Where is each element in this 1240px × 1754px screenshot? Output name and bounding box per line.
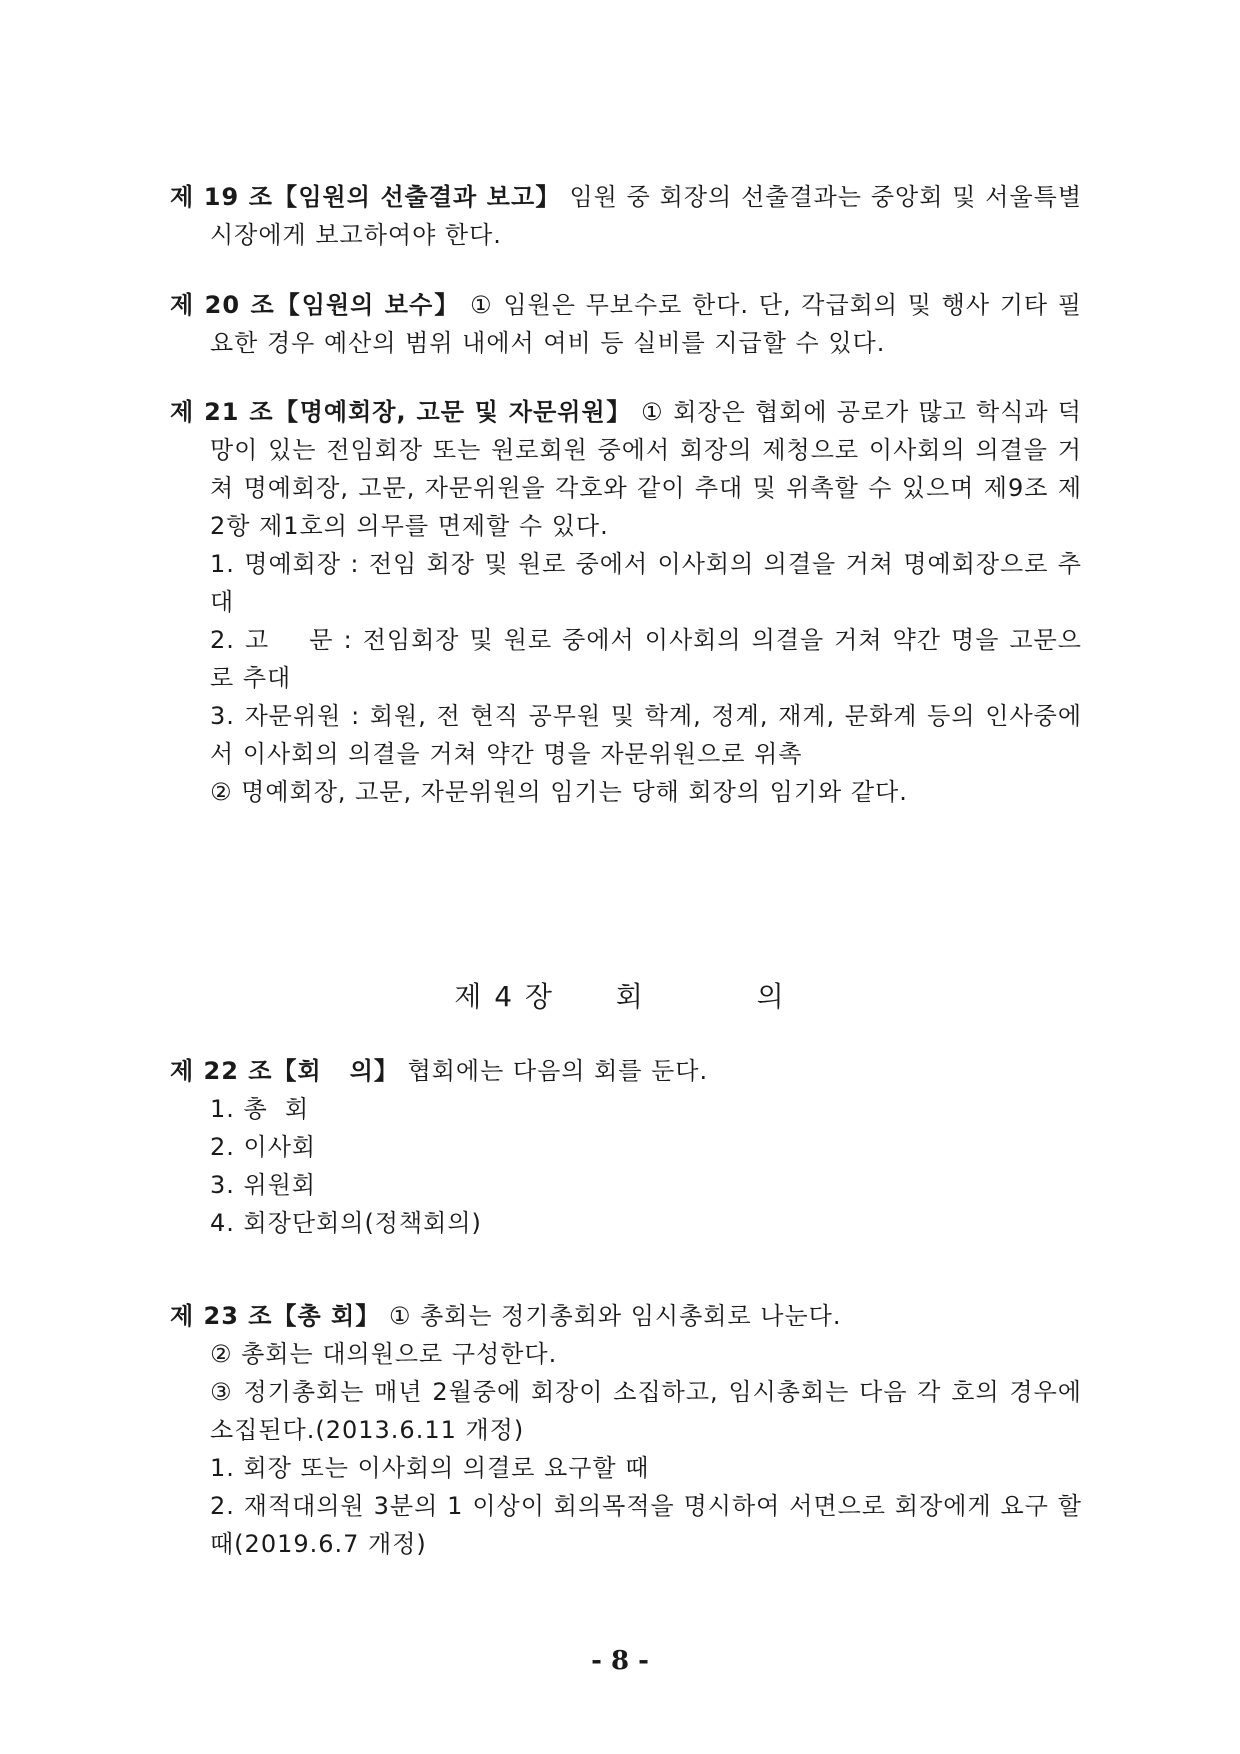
article-23-heading: 제 23 조【총 회】: [170, 1302, 381, 1330]
article-19-text: [170, 178, 1082, 254]
article-22-item-3: 3. 위원회: [210, 1171, 317, 1199]
chapter-title-second: 의: [756, 980, 786, 1013]
article-22-item-2: 2. 이사회: [210, 1133, 317, 1161]
article-19: [170, 178, 1082, 254]
article-21-para-2: ② 명예회장, 고문, 자문위원의 임기는 당해 회장의 임기와 같다.: [210, 778, 908, 806]
article-23-body: ① 총회는 정기총회와 임시총회로 나눈다.: [388, 1302, 842, 1330]
article-22: [170, 1052, 1082, 1242]
chapter-title-first: 회: [615, 980, 645, 1013]
article-22-heading: 제 22 조【회 의】: [170, 1057, 399, 1085]
chapter-number: 제 4 장: [454, 980, 554, 1013]
article-20: [170, 286, 1082, 362]
article-19-heading: 제 19 조【임원의 선출결과 보고】: [170, 183, 561, 211]
article-23-item-1: 1. 회장 또는 이사회의 의결로 요구할 때: [210, 1454, 650, 1482]
article-22-item-1: 1. 총 회: [210, 1095, 310, 1123]
article-19-body: 임원 중 회장의 선출결과는 중앙회 및 서울특별시장에게 보고하여야 한다.: [210, 183, 1082, 249]
article-23-para-2: ② 총회는 대의원으로 구성한다.: [210, 1340, 558, 1368]
article-21-heading: 제 21 조【명예회장, 고문 및 자문위원】: [170, 398, 632, 426]
article-21-item-1: 1. 명예회장 : 전임 회장 및 원로 중에서 이사회의 의결을 거쳐 명예회장으로 추대: [210, 550, 1082, 616]
article-21-item-2: 2. 고 문 : 전임회장 및 원로 중에서 이사회의 의결을 거쳐 약간 명을 고문으로 추대: [210, 626, 1082, 692]
article-23-text: [170, 1297, 1082, 1335]
article-21-item-3: 3. 자문위원 : 회원, 전 현직 공무원 및 학계, 정계, 재계, 문화계 등의 인사중에서 이사회의 의결을 거쳐 약간 명을 자문위원으로 위촉: [210, 702, 1082, 768]
article-23-item-2: 2. 재적대의원 3분의 1 이상이 회의목적을 명시하여 서면으로 회장에게 요구 할 때(2019.6.7 개정): [210, 1492, 1082, 1558]
article-22-text: [170, 1052, 1082, 1090]
article-21: [170, 393, 1082, 811]
article-21-text: [170, 393, 1082, 545]
chapter-heading: [0, 975, 1240, 1015]
article-22-item-4: 4. 회장단회의(정책회의): [210, 1209, 482, 1237]
article-23-para-3: ③ 정기총회는 매년 2월중에 회장이 소집하고, 임시총회는 다음 각 호의 경우에 소집된다.(2013.6.11 개정): [210, 1378, 1082, 1444]
article-20-text: [170, 286, 1082, 362]
article-23: [170, 1297, 1082, 1563]
article-20-body: ① 임원은 무보수로 한다. 단, 각급회의 및 행사 기타 필요한 경우 예산의 범위 내에서 여비 등 실비를 지급할 수 있다.: [210, 291, 1082, 357]
article-22-body: 협회에는 다음의 회를 둔다.: [407, 1057, 709, 1085]
page-number: - 8 -: [591, 1646, 649, 1676]
article-20-heading: 제 20 조【임원의 보수】: [170, 291, 461, 319]
article-21-body: ① 회장은 협회에 공로가 많고 학식과 덕망이 있는 전임회장 또는 원로회원 중에서 회장의 제청으로 이사회의 의결을 거쳐 명예회장, 고문, 자문위원을 각호와 같이 추대 및 위촉할 수 있으며 제9조 제2항 제1호의 의무를 면제할 수 있다.: [210, 398, 1082, 540]
